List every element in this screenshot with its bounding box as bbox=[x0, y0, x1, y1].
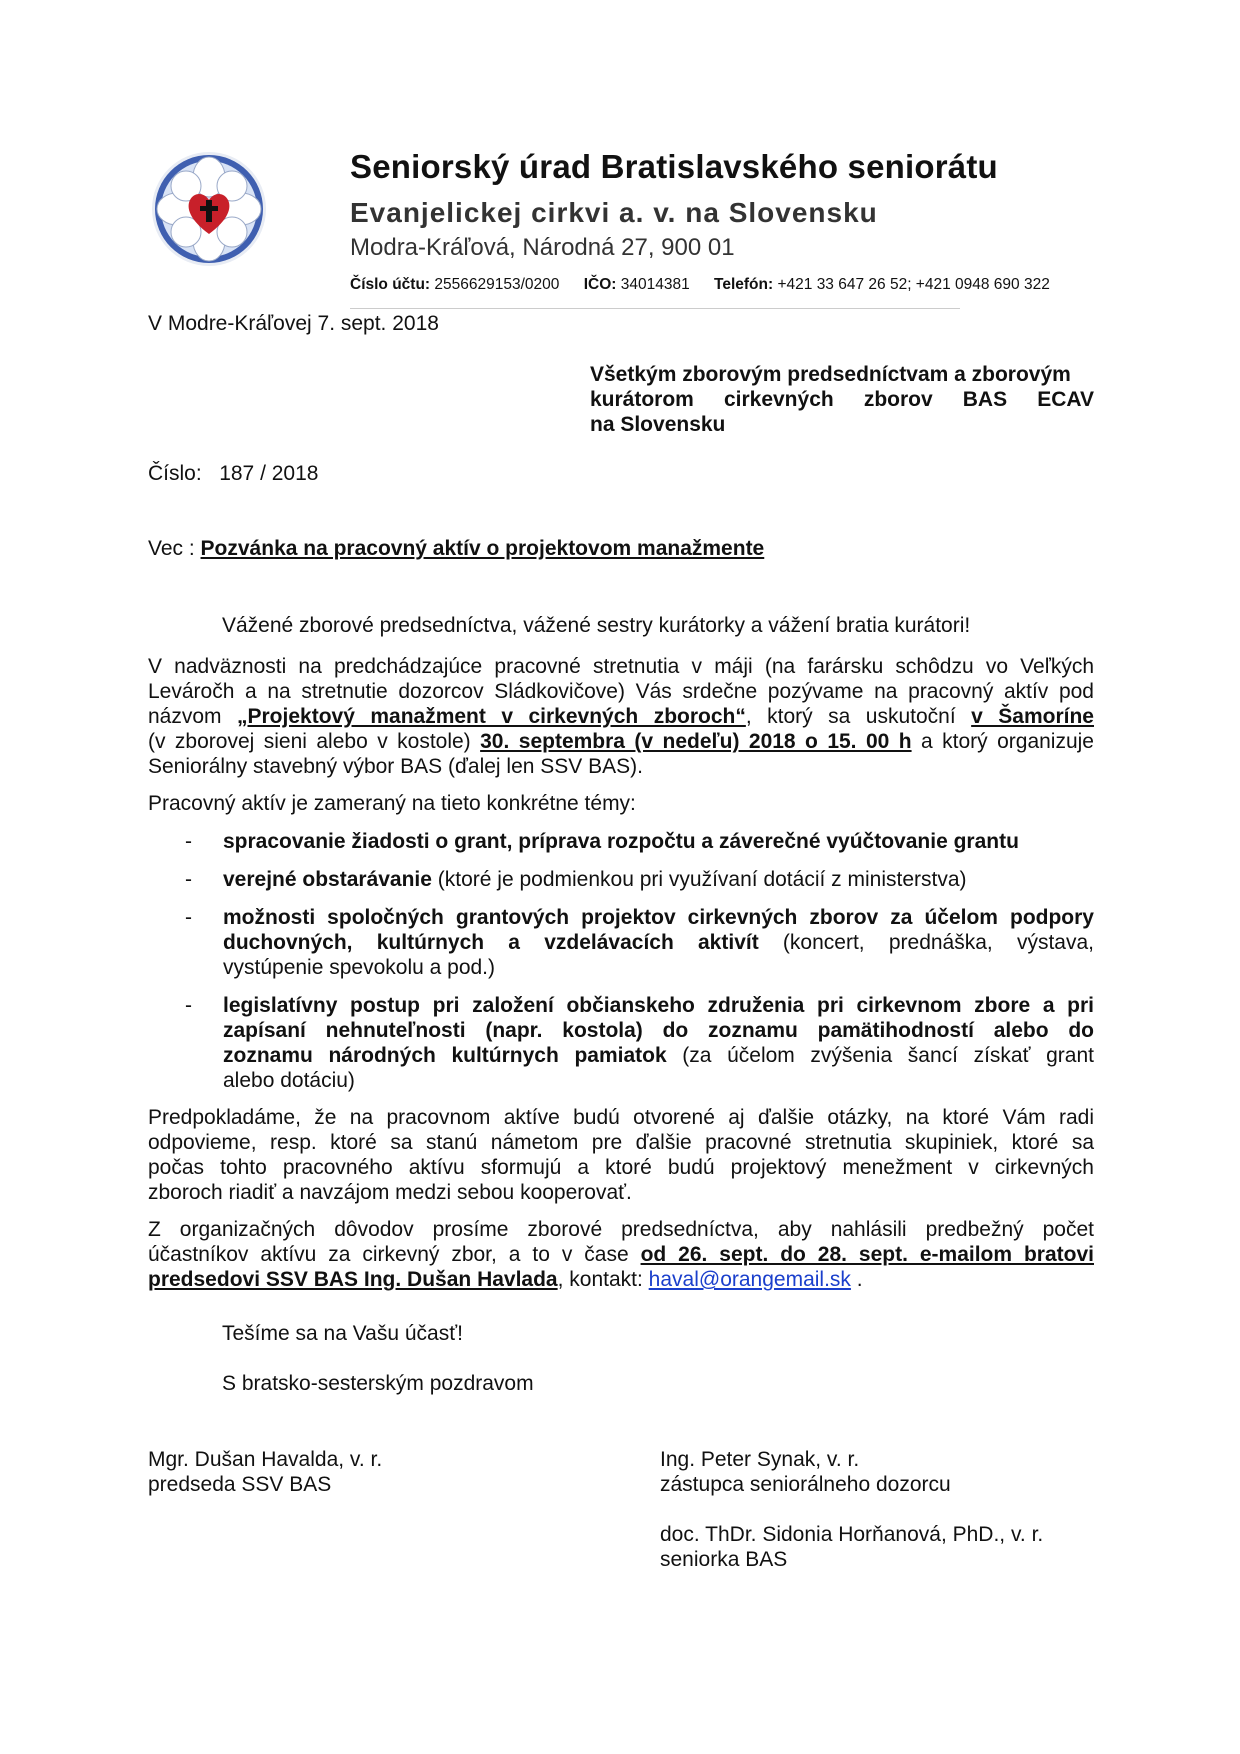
subject-label: Vec : bbox=[148, 537, 195, 560]
text-line: (v zborovej sieni alebo v kostole) 30. septembra (v nedeľu) 2018 o 15. 00 h a ktorý organizuje bbox=[148, 730, 1094, 753]
email-link[interactable]: haval@orangemail.sk bbox=[648, 1268, 851, 1291]
signature-role: predseda SSV BAS bbox=[148, 1473, 332, 1496]
text-line: predsedovi SSV BAS Ing. Dušan Havlada, kontakt: haval@orangemail.sk . bbox=[148, 1268, 863, 1291]
event-place: v Šamoríne bbox=[971, 705, 1094, 728]
signature-name: doc. ThDr. Sidonia Horňanová, PhD., v. r. bbox=[660, 1523, 1044, 1546]
subject-line bbox=[148, 537, 764, 561]
text-line: odpovieme, resp. ktoré sa stanú námetom pre ďalšie pracovné stretnutia skupiniek, ktoré sa bbox=[148, 1131, 1094, 1154]
account-value: 2556629153/0200 bbox=[434, 276, 560, 293]
ico-value: 34014381 bbox=[620, 276, 690, 293]
place-date: V Modre-Kráľovej 7. sept. 2018 bbox=[148, 312, 439, 335]
greeting: Vážené zborové predsedníctva, vážené sestry kurátorky a vážení bratia kurátori! bbox=[222, 614, 971, 637]
subject-value: Pozvánka na pracovný aktív o projektovom manažmente bbox=[200, 537, 765, 560]
recipient-line: Všetkým zborovým predsedníctvam a zborovým bbox=[590, 363, 1071, 386]
text-line: Leváročh a na stretnutie dozorcov Sládkovičove) Vás srdečne pozývame na pracovný aktív pod bbox=[148, 680, 1094, 703]
text-line: Seniorálny stavebný výbor BAS (ďalej len SSV BAS). bbox=[148, 755, 643, 778]
number-value: 187 / 2018 bbox=[219, 462, 319, 485]
account-label: Číslo účtu: bbox=[350, 276, 431, 293]
signature-name: Mgr. Dušan Havalda, v. r. bbox=[148, 1448, 383, 1471]
text-line: počas tohto pracovného aktívu sformujú a ktoré budú projektový menežment v cirkevných bbox=[148, 1156, 1094, 1179]
header-divider bbox=[350, 308, 960, 309]
recipient-block bbox=[590, 362, 1094, 437]
event-title: „Projektový manažment v cirkevných zboroch“ bbox=[237, 705, 746, 728]
phone-label: Telefón: bbox=[714, 276, 774, 293]
number-label: Číslo: bbox=[148, 462, 202, 485]
text-line: Predpokladáme, že na pracovnom aktíve budú otvorené aj ďalšie otázky, na ktoré Vám radi bbox=[148, 1106, 1094, 1129]
closing-regards: S bratsko-sesterským pozdravom bbox=[222, 1372, 534, 1395]
signature-role: seniorka BAS bbox=[660, 1548, 788, 1571]
text-line: V nadväznosti na predchádzajúce pracovné stretnutia v máji (na farársku schôdzu vo Veľkých bbox=[148, 655, 1094, 678]
paragraph-topics-intro: Pracovný aktív je zameraný na tieto konkrétne témy: bbox=[148, 792, 636, 815]
luther-rose-icon bbox=[150, 150, 268, 268]
text-line: účastníkov aktívu za cirkevný zbor, a to v čase od 26. sept. do 28. sept. e-mailom bratovi bbox=[148, 1243, 1094, 1266]
contact-person: predsedovi SSV BAS Ing. Dušan Havlada bbox=[148, 1268, 558, 1291]
signature-right-1 bbox=[660, 1447, 951, 1497]
closing-line: Tešíme sa na Vašu účasť! bbox=[222, 1322, 463, 1345]
signature-role: zástupca seniorálneho dozorcu bbox=[660, 1473, 951, 1496]
ico-label: IČO: bbox=[583, 276, 617, 293]
recipient-line: kurátorom cirkevných zborov BAS ECAV bbox=[590, 388, 1094, 411]
org-subtitle: Evanjelickej cirkvi a. v. na Slovensku bbox=[350, 197, 878, 228]
org-name: Seniorský úrad Bratislavského seniorátu bbox=[350, 148, 998, 185]
paragraph-invitation bbox=[148, 654, 1094, 779]
phone-value: +421 33 647 26 52; +421 0948 690 322 bbox=[777, 276, 1050, 293]
recipient-line: na Slovensku bbox=[590, 413, 726, 436]
text-line: Z organizačných dôvodov prosíme zborové predsedníctva, aby nahlásili predbežný počet bbox=[148, 1218, 1094, 1241]
signature-right-2 bbox=[660, 1522, 1043, 1572]
org-contacts bbox=[350, 276, 1050, 294]
registration-period: od 26. sept. do 28. sept. e-mailom bratovi bbox=[640, 1243, 1094, 1266]
reference-number bbox=[148, 462, 318, 486]
paragraph-registration bbox=[148, 1217, 1094, 1292]
text-line: názvom „Projektový manažment v cirkevných zboroch“, ktorý sa uskutoční v Šamoríne bbox=[148, 705, 1094, 728]
event-date: 30. septembra (v nedeľu) 2018 o 15. 00 h bbox=[480, 730, 912, 753]
org-address: Modra-Kráľová, Národná 27, 900 01 bbox=[350, 234, 735, 261]
paragraph-questions bbox=[148, 1105, 1094, 1205]
signature-left bbox=[148, 1447, 382, 1497]
text-line: zboroch riadiť a navzájom medzi sebou kooperovať. bbox=[148, 1181, 632, 1204]
signature-name: Ing. Peter Synak, v. r. bbox=[660, 1448, 860, 1471]
